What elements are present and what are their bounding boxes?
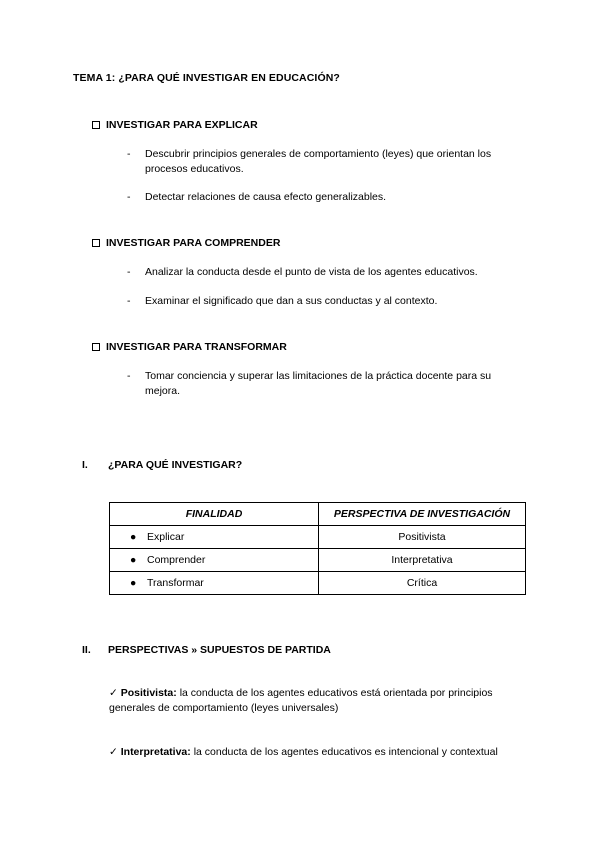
section-heading-label: INVESTIGAR PARA COMPRENDER [106, 237, 281, 249]
supuesto-text: la conducta de los agentes educativos es intencional y contextual [193, 746, 498, 758]
cell-text: Transformar [147, 577, 204, 589]
table-cell: Positivista [319, 526, 526, 549]
checkbox-icon[interactable] [92, 343, 100, 351]
page-title: TEMA 1: ¿PARA QUÉ INVESTIGAR EN EDUCACIÓN? [73, 72, 340, 84]
table-row [110, 549, 526, 572]
supuesto-term: Positivista: [120, 687, 177, 699]
cell-text: Comprender [147, 554, 206, 566]
bullet-icon: ● [130, 554, 137, 566]
finalidad-perspectiva-table [109, 502, 526, 595]
list-item [127, 369, 515, 399]
table-cell [110, 526, 319, 549]
checkbox-icon[interactable] [92, 239, 100, 247]
section-heading-label: INVESTIGAR PARA TRANSFORMAR [106, 341, 287, 353]
dash-icon: - [127, 266, 131, 278]
supuesto-term: Interpretativa: [120, 746, 191, 758]
check-icon: ✓ [109, 746, 118, 758]
list-item [127, 147, 515, 177]
table-cell: Crítica [319, 572, 526, 595]
table-cell [110, 549, 319, 572]
list-item [127, 294, 545, 309]
supuesto-text: la conducta de los agentes educativos está orientada por principios generales de comportamiento (leyes universales) [109, 687, 493, 714]
part-numeral: I. [82, 459, 88, 471]
list-item-text: Examinar el significado que dan a sus conductas y al contexto. [145, 295, 438, 307]
list-item [127, 190, 515, 205]
part-one-heading [82, 459, 242, 471]
part-numeral: II. [82, 644, 91, 656]
check-icon: ✓ [109, 687, 118, 699]
supuesto-interpretativa [109, 745, 529, 760]
dash-icon: - [127, 148, 131, 160]
section-heading-comprender [92, 237, 280, 249]
table-header-row [110, 503, 526, 526]
list-item-text: Detectar relaciones de causa efecto generalizables. [145, 191, 387, 203]
column-header-perspectiva: PERSPECTIVA DE INVESTIGACIÓN [319, 503, 526, 526]
table-cell [110, 572, 319, 595]
table-row [110, 572, 526, 595]
column-header-finalidad: FINALIDAD [110, 503, 319, 526]
dash-icon: - [127, 295, 131, 307]
section-heading-transformar [92, 341, 287, 353]
list-item-text: Analizar la conducta desde el punto de vista de los agentes educativos. [145, 266, 478, 278]
dash-icon: - [127, 191, 131, 203]
bullet-icon: ● [130, 531, 137, 543]
section-heading-explicar [92, 119, 258, 131]
supuesto-positivista [109, 686, 529, 716]
part-title: PERSPECTIVAS » SUPUESTOS DE PARTIDA [108, 644, 331, 656]
checkbox-icon[interactable] [92, 121, 100, 129]
table-row [110, 526, 526, 549]
part-title: ¿PARA QUÉ INVESTIGAR? [108, 459, 243, 471]
part-two-heading [82, 644, 331, 656]
list-item [127, 265, 545, 280]
dash-icon: - [127, 370, 131, 382]
section-heading-label: INVESTIGAR PARA EXPLICAR [106, 119, 258, 131]
cell-text: Explicar [147, 531, 185, 543]
bullet-icon: ● [130, 577, 137, 589]
table-cell: Interpretativa [319, 549, 526, 572]
list-item-text: Tomar conciencia y superar las limitaciones de la práctica docente para su mejora. [145, 370, 492, 397]
list-item-text: Descubrir principios generales de comportamiento (leyes) que orientan los procesos educativos. [145, 148, 492, 175]
